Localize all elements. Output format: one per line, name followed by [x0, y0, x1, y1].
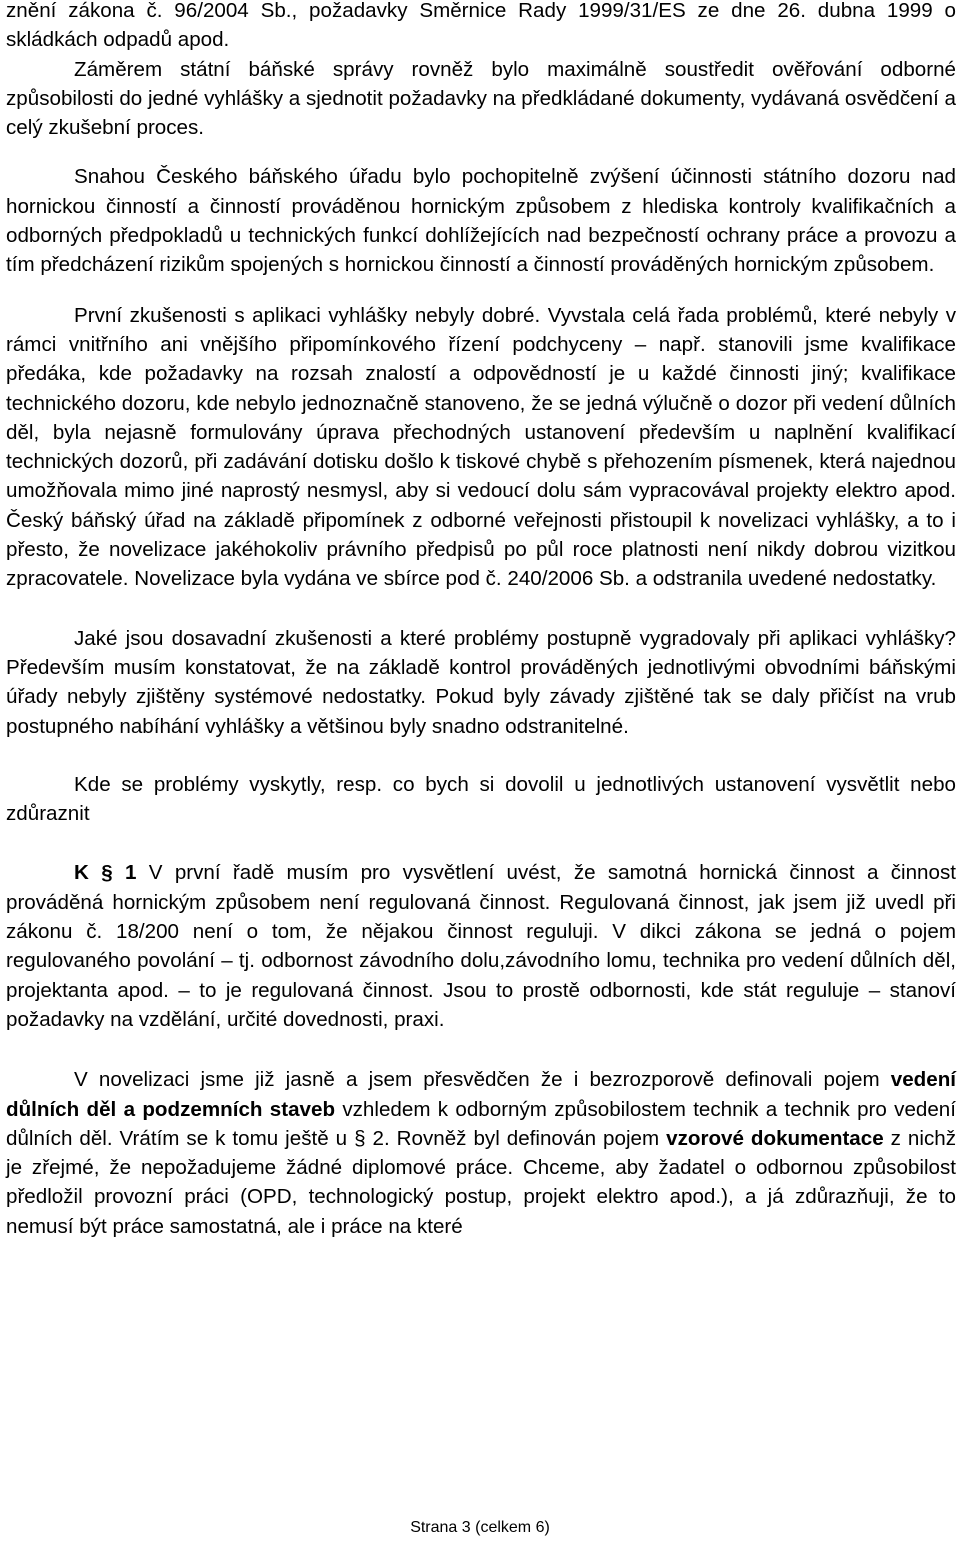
paragraph-novelization — [6, 1065, 956, 1241]
paragraph-current-experience: Jaké jsou dosavadní zkušenosti a které problémy postupně vygradovaly při aplikaci vyhlášky? Především musím konstatovat, že na základě kontrol prováděných jednotlivými obvodními báňskými úřady nebyly zjištěny systémové nedostatky. Pokud byly závady zjištěné tak se daly přičíst na vrub postupného nabíhání vyhlášky a většinou byly snadno odstranitelné. — [6, 626, 956, 738]
section-label: K § 1 — [74, 861, 137, 885]
novelization-text-e: z nichž je zřejmé, že nepožadujeme žádné diplomové práce. Chceme, aby žadatel o odbornou způsobilost předložil provozní práci (OPD, technologický postup, projekt elektro apod.), a já zdůrazňuji, že to nemusí být práce samostatná, ale i práce na které — [6, 1126, 956, 1238]
term-underground-works: vedení důlních děl a podzemních staveb — [6, 1068, 956, 1121]
page-footer: Strana 3 (celkem 6) — [410, 1519, 550, 1536]
document-page — [6, 0, 956, 1241]
paragraph-continuation: znění zákona č. 96/2004 Sb., požadavky Směrnice Rady 1999/31/ES ze dne 26. dubna 1999 o skládkách odpadů apod. — [6, 0, 956, 52]
section-1-text: V první řadě musím pro vysvětlení uvést, že samotná hornická činnost a činnost prováděná hornickým způsobem není regulovaná činnost. Regulovaná činnost, jak jsem již uvedl při zákonu č. 18/200 není o tom, že nějakou činnost reguluji. V dikci zákona se jedná o pojem regulovaného povolání – tj. odbornost závodního dolu,závodního lomu, technika pro vedení důlních děl, projektanta apod. – to je regulovaná činnost. Jsou to prostě odbornosti, kde stát reguluje – stanoví požadavky na vzdělání, určité dovednosti, praxi. — [6, 861, 956, 1031]
paragraph-first-experience: První zkušenosti s aplikaci vyhlášky nebyly dobré. Vyvstala celá řada problémů, které nebyly v rámci vnitřního ani vnějšího připomínkového řízení podchyceny – např. stanovili jsme kvalifikace předáka, kde požadavky na rozsah znalostí a odpovědností je u každé činnosti jiný; kvalifikace technického dozoru, kde nebylo jednoznačně stanoveno, že se jedná výlučně o dozor při vedení důlních děl, byla nejasně formulovány úprava přechodných ustanovení především u naplnění kvalifikací technických dozorů, při zadávání dotisku došlo k tiskové chybě s přehozením písmenek, která najednou umožňovala mimo jiné naprostý nesmysl, aby si vedoucí dolu sám vypracovával projekty elektro apod. Český báňský úřad na základě připomínek z odborné veřejnosti přistoupil k novelizaci vyhlášky, a to i přesto, že novelizace jakéhokoliv právního předpisů po půl roce platnosti není nikdy dobrou vizitkou zpracovatele. Novelizace byla vydána ve sbírce pod č. 240/2006 Sb. a odstranila uvedené nedostatky. — [6, 303, 956, 591]
novelization-text-a: V novelizaci jsme již jasně a jsem přesvědčen že i bezrozporově definovali pojem — [74, 1068, 891, 1092]
paragraph-intent: Záměrem státní báňské správy rovněž bylo maximálně soustředit ověřování odborné způsobilosti do jedné vyhlášky a sjednotit požadavky na předkládané dokumenty, vydávaná osvědčení a celý zkušební proces. — [6, 57, 956, 140]
paragraph-problems-intro: Kde se problémy vyskytly, resp. co bych si dovolil u jednotlivých ustanovení vysvětlit nebo zdůraznit — [6, 772, 956, 826]
novelization-text-c: vzhledem k odborným způsobilostem technik a technik pro vedení důlních děl. Vrátím se k tomu ještě u § 2. Rovněž byl definován pojem — [6, 1097, 956, 1150]
paragraph-effort: Snahou Českého báňského úřadu bylo pochopitelně zvýšení účinnosti státního dozoru nad hornickou činností a činností prováděnou hornickým způsobem z hlediska kontroly kvalifikačních a odborných předpokladů u technických funkcí dohlížejících nad bezpečností ochrany práce a provozu a tím předcházení rizikům spojených s hornickou činností a činností prováděných hornickým způsobem. — [6, 165, 956, 277]
term-model-documentation: vzorové dokumentace — [666, 1126, 884, 1150]
paragraph-section-1 — [6, 858, 956, 1034]
